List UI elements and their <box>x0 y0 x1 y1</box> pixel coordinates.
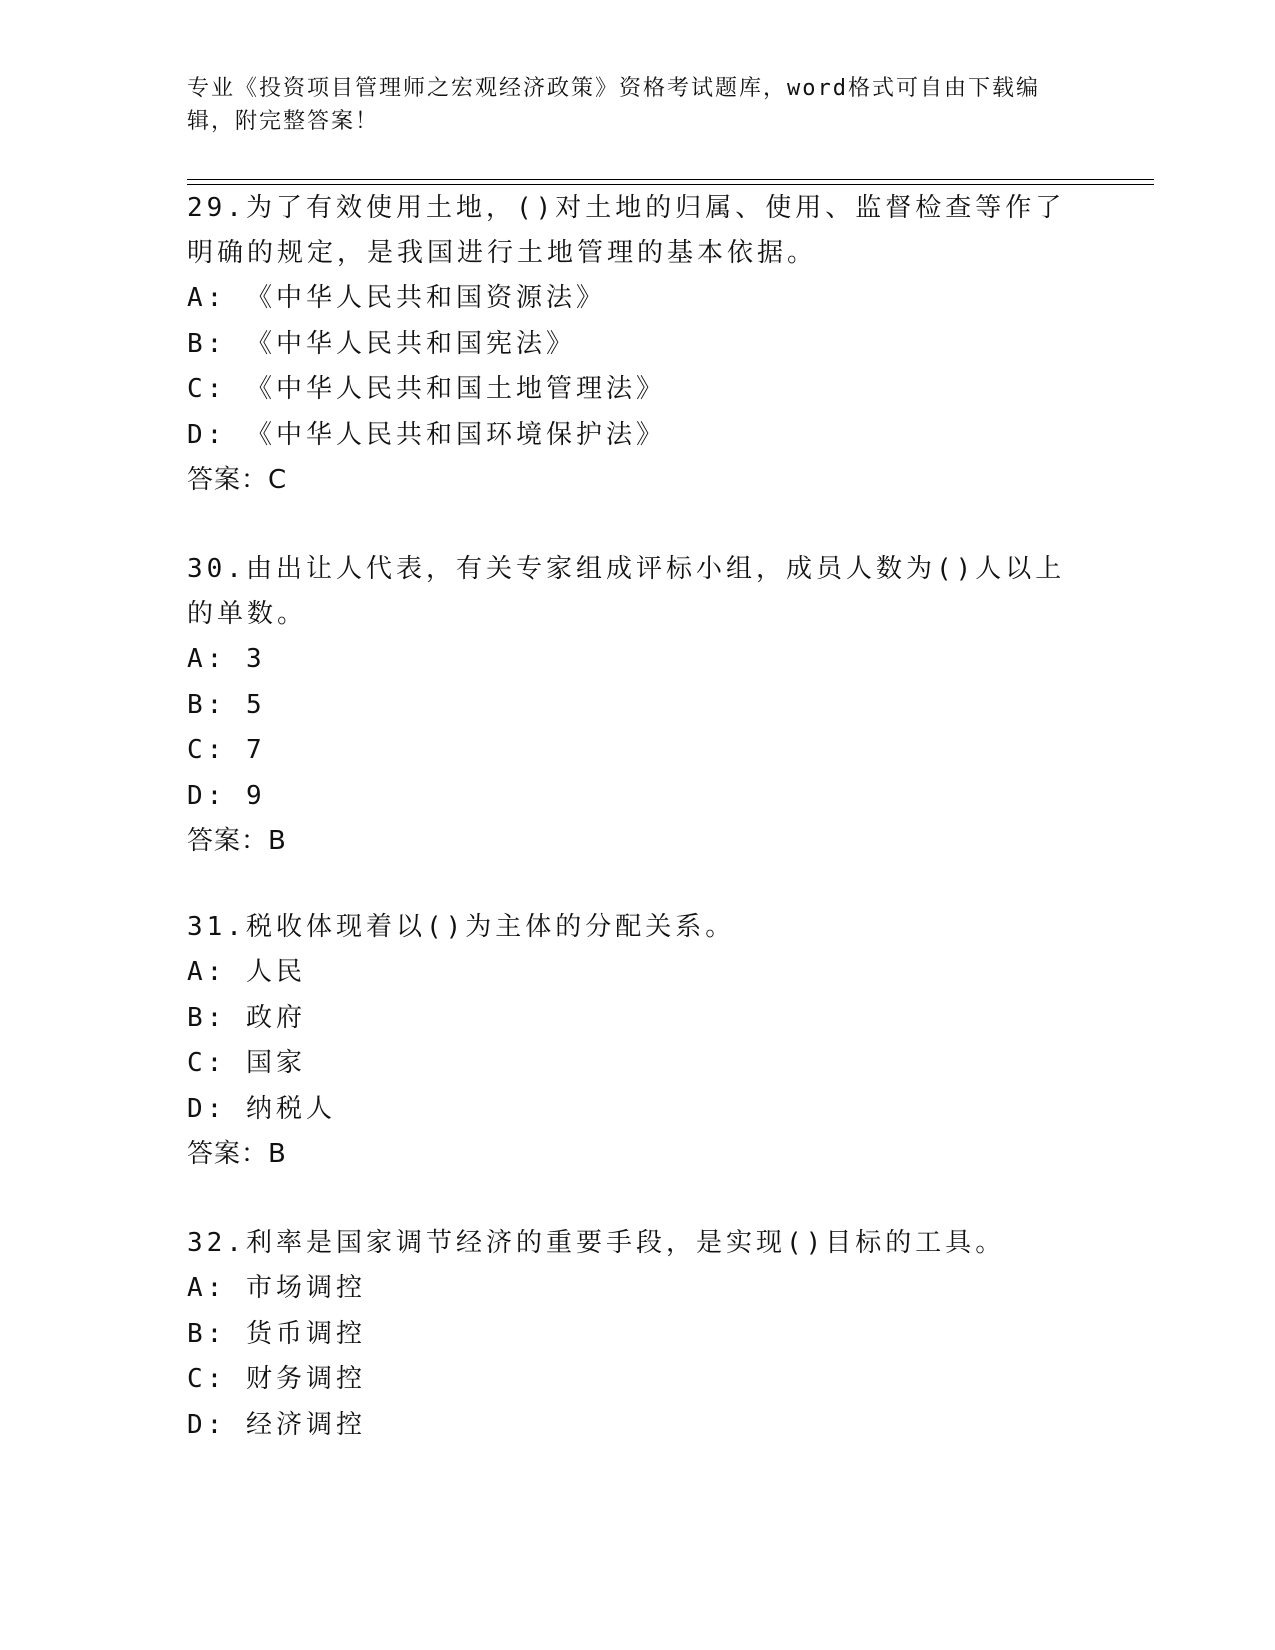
option-d: D: 经济调控 <box>187 1409 366 1440</box>
option-b: B: 政府 <box>187 1002 306 1033</box>
option-a: A: 人民 <box>187 957 306 987</box>
question-text: 29.为了有效使用土地，()对土地的归属、使用、监督检查等作了明确的规定，是我国进行土地管理的基本依据。 <box>187 193 1066 268</box>
question-text: 32.利率是国家调节经济的重要手段，是实现()目标的工具。 <box>187 1228 1006 1258</box>
header-divider-top <box>187 179 1154 180</box>
option-b: B: 《中华人民共和国宪法》 <box>187 328 576 359</box>
question-30 <box>187 547 1087 864</box>
question-text: 30.由出让人代表，有关专家组成评标小组，成员人数为()人以上的单数。 <box>187 554 1066 629</box>
option-d: D: 9 <box>187 780 266 811</box>
option-c: C: 7 <box>187 735 266 765</box>
option-c: C: 《中华人民共和国土地管理法》 <box>187 374 666 404</box>
document-header: 专业《投资项目管理师之宏观经济政策》资格考试题库，word格式可自由下载编辑，附完整答案！ <box>187 76 1040 134</box>
option-a: A: 3 <box>187 644 266 674</box>
option-c: C: 国家 <box>187 1048 306 1078</box>
header-divider-bottom <box>187 184 1154 185</box>
answer: 答案：B <box>187 1139 287 1169</box>
option-d: D: 纳税人 <box>187 1093 336 1124</box>
option-b: B: 5 <box>187 689 266 720</box>
option-c: C: 财务调控 <box>187 1364 366 1394</box>
question-31 <box>187 905 1087 1177</box>
option-b: B: 货币调控 <box>187 1318 366 1349</box>
answer: 答案：C <box>187 465 288 495</box>
question-text: 31.税收体现着以()为主体的分配关系。 <box>187 912 736 942</box>
question-32 <box>187 1221 1087 1448</box>
option-d: D: 《中华人民共和国环境保护法》 <box>187 419 666 450</box>
option-a: A: 市场调控 <box>187 1273 366 1303</box>
question-29 <box>187 186 1087 503</box>
answer: 答案：B <box>187 826 287 856</box>
option-a: A: 《中华人民共和国资源法》 <box>187 283 606 313</box>
